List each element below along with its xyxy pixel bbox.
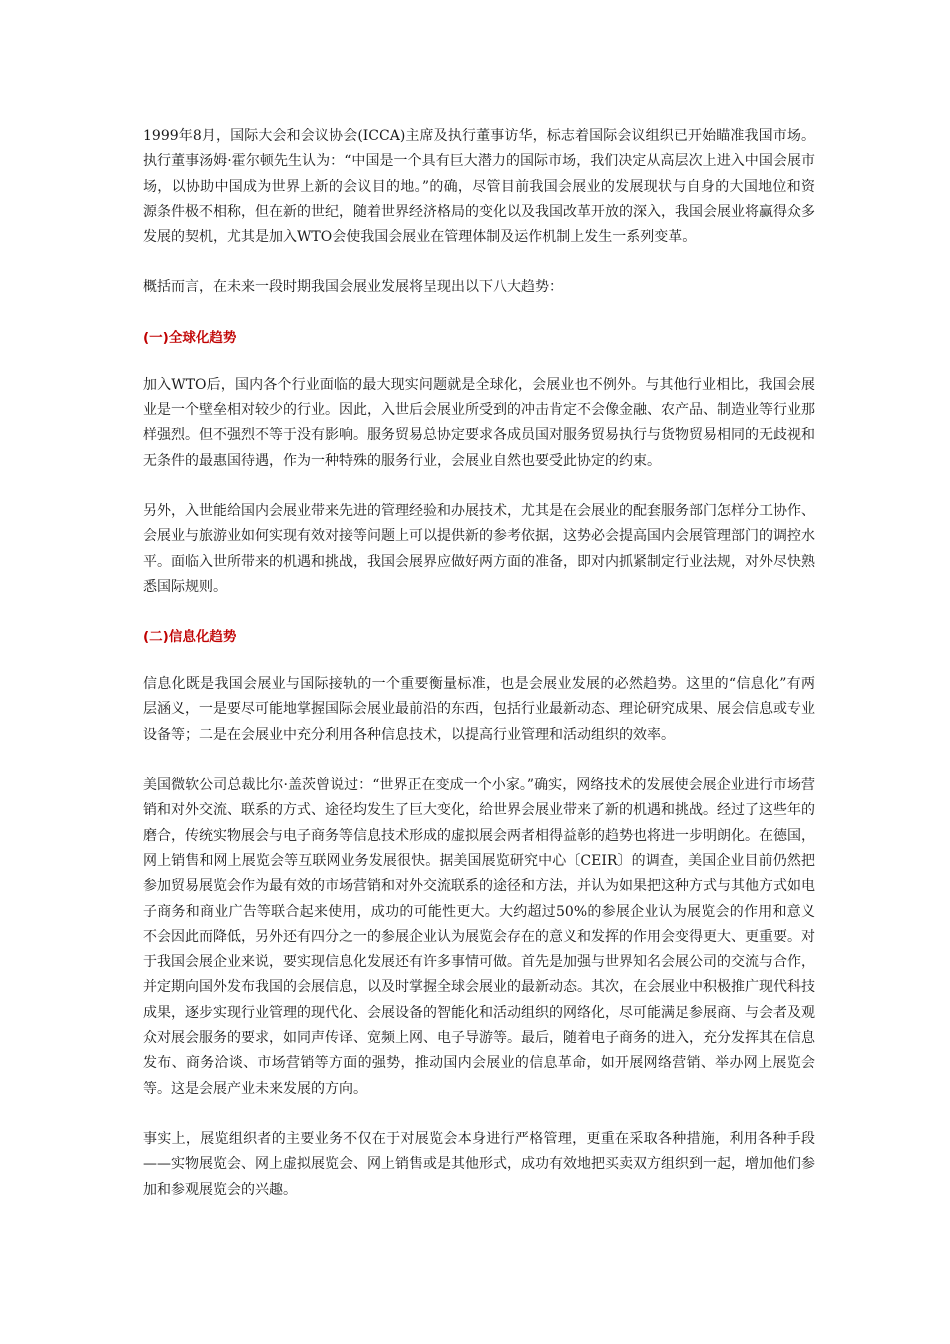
heading-globalization: (一)全球化趋势 [143,329,237,346]
document-body [143,124,815,1228]
paragraph-globalization-2: 另外，入世能给国内会展业带来先进的管理经验和办展技术，尤其是在会展业的配套服务部门怎样分工协作、会展业与旅游业如何实现有效对接等问题上可以提供新的参考依据，这势必会提高国内会展管理部门的调控水平。面临入世所带来的机遇和挑战，我国会展界应做好两方面的准备，即对内抓紧制定行业法规，对外尽快熟悉国际规则。 [143,502,815,595]
paragraph-intro: 1999年8月，国际大会和会议协会(ICCA)主席及执行董事访华，标志着国际会议组织已开始瞄准我国市场。执行董事汤姆·霍尔顿先生认为：“中国是一个具有巨大潜力的国际市场，我们决定从高层次上进入中国会展市场，以协助中国成为世界上新的会议目的地。”的确，尽管目前我国会展业的发展现状与自身的大国地位和资源条件极不相称，但在新的世纪，随着世界经济格局的变化以及我国改革开放的深入，我国会展业将赢得众多发展的契机，尤其是加入WTO会使我国会展业在管理体制及运作机制上发生一系列变革。 [143,128,815,246]
paragraph-globalization-1: 加入WTO后，国内各个行业面临的最大现实问题就是全球化，会展业也不例外。与其他行业相比，我国会展业是一个壁垒相对较少的行业。因此，入世后会展业所受到的冲击肯定不会像金融、农产品、制造业等行业那样强烈。但不强烈不等于没有影响。服务贸易总协定要求各成员国对服务贸易执行与货物贸易相同的无歧视和无条件的最惠国待遇，作为一种特殊的服务行业，会展业自然也要受此协定的约束。 [143,376,815,469]
paragraph-informatization-2: 美国微软公司总裁比尔·盖茨曾说过：“世界正在变成一个小家。”确实，网络技术的发展使会展企业进行市场营销和对外交流、联系的方式、途径均发生了巨大变化，给世界会展业带来了新的机遇和挑战。经过了这些年的磨合，传统实物展会与电子商务等信息技术形成的虚拟展会两者相得益彰的趋势也将进一步明朗化。在德国，网上销售和网上展览会等互联网业务发展很快。据美国展览研究中心〔CEIR〕的调查，美国企业目前仍然把参加贸易展览会作为最有效的市场营销和对外交流联系的途径和方法，并认为如果把这种方式与其他方式如电子商务和商业广告等联合起来使用，成功的可能性更大。大约超过50%的参展企业认为展览会的作用和意义不会因此而降低，另外还有四分之一的参展企业认为展览会存在的意义和发挥的作用会变得更大、更重要。对于我国会展企业来说，要实现信息化发展还有许多事情可做。首先是加强与世界知名会展公司的交流与合作，并定期向国外发布我国的会展信息，以及时掌握全球会展业的最新动态。其次，在会展业中积极推广现代科技成果，逐步实现行业管理的现代化、会展设备的智能化和活动组织的网络化，尽可能满足参展商、与会者及观众对展会服务的要求，如同声传译、宽频上网、电子导游等。最后，随着电子商务的进入，充分发挥其在信息发布、商务洽谈、市场营销等方面的强势，推动国内会展业的信息革命，如开展网络营销、举办网上展览会等。这是会展产业未来发展的方向。 [143,777,815,1097]
paragraph-overview: 概括而言，在未来一段时期我国会展业发展将呈现出以下八大趋势： [143,279,563,296]
paragraph-informatization-3: 事实上，展览组织者的主要业务不仅在于对展览会本身进行严格管理，更重在采取各种措施，利用各种手段——实物展览会、网上虚拟展览会、网上销售或是其他形式，成功有效地把买卖双方组织到一起，增加他们参加和参观展览会的兴趣。 [143,1130,815,1198]
heading-informatization: (二)信息化趋势 [143,629,237,646]
paragraph-informatization-1: 信息化既是我国会展业与国际接轨的一个重要衡量标准，也是会展业发展的必然趋势。这里的“信息化”有两层涵义，一是要尽可能地掌握国际会展业最前沿的东西，包括行业最新动态、理论研究成果、展会信息或专业设备等；二是在会展业中充分利用各种信息技术，以提高行业管理和活动组织的效率。 [143,676,815,743]
